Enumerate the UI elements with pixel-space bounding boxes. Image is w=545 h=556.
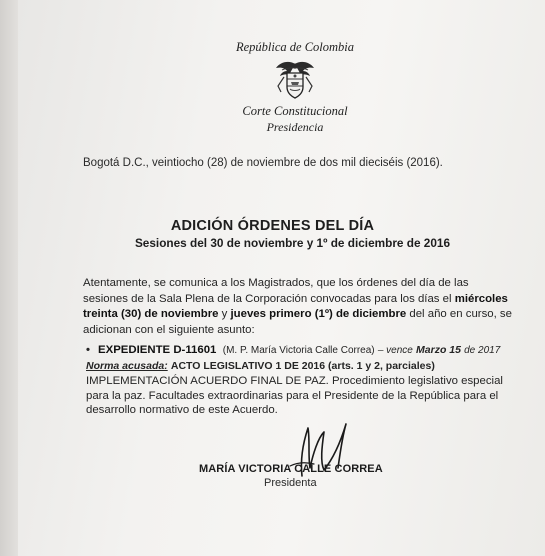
agenda-item	[86, 343, 526, 418]
due-label: – vence	[377, 345, 413, 356]
letterhead	[190, 40, 400, 135]
court-label: Corte Constitucional	[242, 104, 348, 118]
document-title: ADICIÓN ÓRDENES DEL DÍA	[170, 218, 375, 234]
norma-label: Norma acusada:	[86, 359, 168, 372]
agenda-item-heading	[86, 343, 526, 359]
expediente-number: EXPEDIENTE D-11601	[98, 344, 217, 356]
body-bold-1: miércoles treinta (30) de noviembre	[83, 292, 508, 321]
body-text-3: del año en curso, se adicionan con el siguiente asunto:	[83, 308, 512, 336]
office-label: Presidencia	[266, 120, 324, 134]
item-description: IMPLEMENTACIÓN ACUERDO FINAL DE PAZ. Procedimiento legislativo especial para la paz. Facultades extraordinarias para el Presidente de la República para el desarrollo normativo de este Acuerdo.	[86, 375, 503, 417]
republic-label: República de Colombia	[235, 40, 355, 54]
bullet-icon: •	[86, 344, 90, 356]
body-paragraph	[83, 276, 515, 338]
signer-name: MARÍA VICTORIA CALLE CORREA	[199, 463, 383, 475]
due-date: Marzo 15	[416, 344, 461, 356]
body-text-1: Atentamente, se comunica a los Magistrados, que los órdenes del día de las sesiones de la Sala Plena de la Corporación convocadas para los días el	[83, 277, 469, 305]
due-year: de 2017	[464, 345, 501, 356]
norma-line	[86, 359, 526, 374]
date-line: Bogotá D.C., veintiocho (28) de noviembre de dos mil dieciséis (2016).	[83, 157, 443, 169]
document-subtitle: Sesiones del 30 de noviembre y 1º de diciembre de 2016	[134, 236, 451, 250]
body-text-2: y	[218, 308, 231, 321]
colombia-coat-of-arms-icon	[272, 58, 318, 102]
page-shadow-edge	[0, 0, 18, 556]
body-bold-2: jueves primero (1º) de diciembre	[230, 308, 407, 321]
norma-value: ACTO LEGISLATIVO 1 DE 2016 (arts. 1 y 2, parciales)	[170, 359, 435, 372]
magistrate-ponente: (M. P. María Victoria Calle Correa)	[222, 345, 375, 356]
signer-role: Presidenta	[264, 477, 317, 489]
